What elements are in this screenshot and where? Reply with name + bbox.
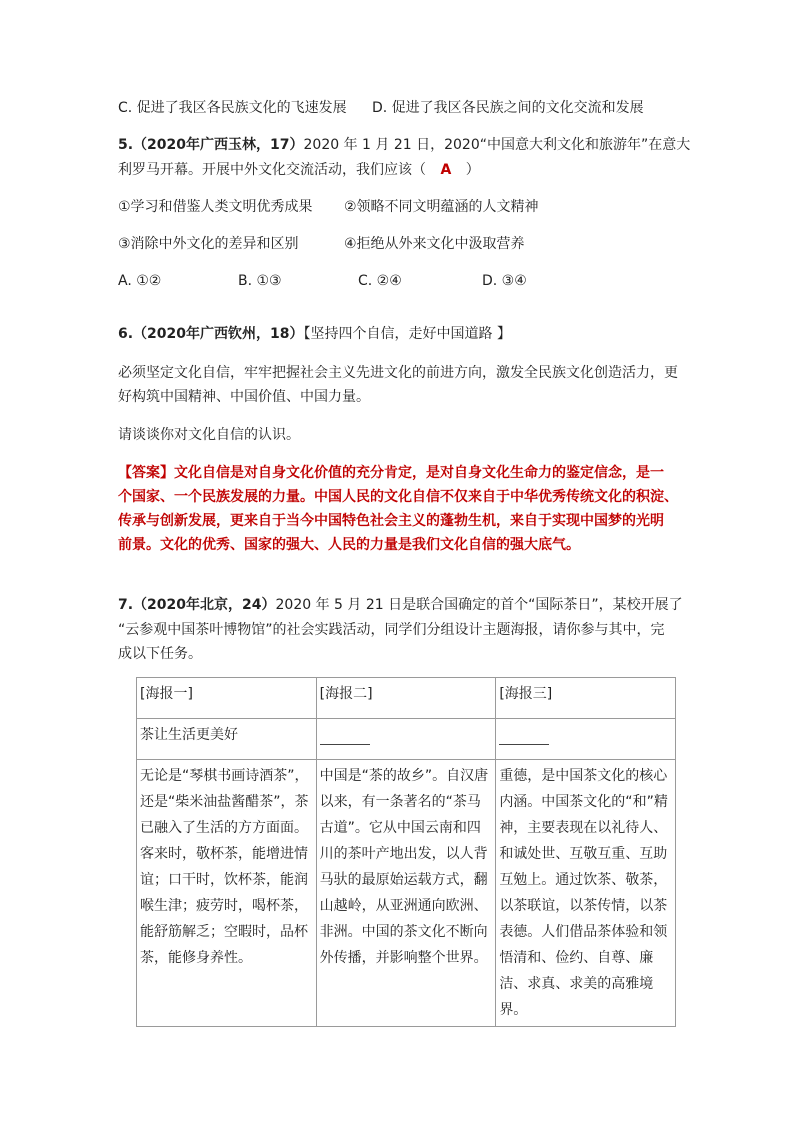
q7-source: 7.（2020年北京，24） [118,597,276,613]
q6-answer-line2: 个国家、一个民族发展的力量。中国人民的文化自信不仅来自于中华优秀传统文化的积淀、 [118,489,678,505]
q5-item-2: ②领略不同文明蕴涵的人文精神 [344,199,539,215]
q6-topic: 【坚持四个自信，走好中国道路 】 [303,326,511,342]
poster-1-title: 茶让生活更美好 [137,719,317,760]
q4-option-c: C. 促进了我区各民族文化的飞速发展 [118,100,347,116]
poster-3-title-cell [496,719,676,760]
q6-question: 请谈谈你对文化自信的认识。 [118,427,300,443]
q7-stem-line1 [118,595,683,615]
q5-choice-b: B. ①③ [238,273,282,289]
poster-1-body [137,760,317,1027]
q5-choice-c: C. ②④ [358,273,402,289]
poster-2-body-text: 中国是“茶的故乡”。自汉唐以来，有一条著名的“茶马古道”。它从中国云南和四川的茶叶产地出发，以人背马驮的最原始运载方式，翻山越岭，从亚洲通向欧洲、非洲。中国的茶文化不断向外传播，并影响整个世界。 [319,768,489,966]
poster-3-title-blank[interactable] [499,726,549,745]
q5-stem-line2 [118,160,480,180]
q6-heading [118,324,511,344]
q6-material-line2: 好构筑中国精神、中国价值、中国力量。 [118,389,370,405]
poster-3-body-text: 重德，是中国茶文化的核心内涵。中国茶文化的“和”精神，主要表现在以礼待人、和诚处世、互敬互重、互助互勉上。通过饮茶、敬茶，以茶联谊，以茶传情，以茶表德。人们借品茶体验和领悟清和、俭约、自尊、廉洁、求真、求美的高雅境界。 [499,768,668,1018]
poster-2-body [316,760,496,1027]
q7-stem-text1: 2020 年 5 月 21 日是联合国确定的首个“国际茶日”，某校开展了 [275,597,683,613]
poster-3-header: [海报三] [496,678,676,719]
q7-stem-line3: 成以下任务。 [118,646,202,662]
poster-1-header: [海报一] [137,678,317,719]
poster-table [136,677,676,1027]
q5-answer: A [440,162,452,178]
q4-option-d: D. 促进了我区各民族之间的文化交流和发展 [372,100,644,116]
q6-answer-line3: 传承与创新发展，更来自于当今中国特色社会主义的蓬勃生机，来自于实现中国梦的光明 [118,513,664,529]
q5-stem-text1: 2020 年 1 月 21 日，2020“中国意大利文化和旅游年”在意大 [303,137,691,153]
q5-stem-close: ） [465,162,480,178]
q5-item-1: ①学习和借鉴人类文明优秀成果 [118,199,313,215]
q7-stem-line2: “云参观中国茶叶博物馆”的社会实践活动，同学们分组设计主题海报，请你参与其中，完 [118,622,665,638]
q5-source: 5.（2020年广西玉林，17） [118,137,304,153]
q5-choice-a: A. ①② [118,273,162,289]
q6-source: 6.（2020年广西钦州，18） [118,326,304,342]
poster-2-title-cell [316,719,496,760]
table-row-bodies [137,760,676,1027]
table-row-headers [137,678,676,719]
poster-1-body-text: 无论是“琴棋书画诗酒茶”，还是“柴米油盐酱醋茶”，茶已融入了生活的方方面面。客来时，敬杯茶，能增进情谊；口干时，饮杯茶，能润喉生津；疲劳时，喝杯茶，能舒筋解乏；空暇时，品杯茶，能修身养性。 [140,768,309,966]
q6-material-line1: 必须坚定文化自信，牢牢把握社会主义先进文化的前进方向，激发全民族文化创造活力，更 [118,365,678,381]
poster-3-body [496,760,676,1027]
q5-stem-line1 [118,135,690,155]
q5-stem-text2: 利罗马开幕。开展中外文化交流活动，我们应该（ [118,162,426,178]
q5-choice-d: D. ③④ [482,273,527,289]
poster-2-header: [海报二] [316,678,496,719]
poster-2-title-blank[interactable] [320,726,370,745]
table-row-titles [137,719,676,760]
q5-item-3: ③消除中外文化的差异和区别 [118,236,299,252]
q6-answer-line1: 【答案】文化自信是对自身文化价值的充分肯定，是对自身文化生命力的鉴定信念，是一 [118,465,664,481]
q5-item-4: ④拒绝从外来文化中汲取营养 [344,236,525,252]
q6-answer-line4: 前景。文化的优秀、国家的强大、人民的力量是我们文化自信的强大底气。 [118,537,580,553]
